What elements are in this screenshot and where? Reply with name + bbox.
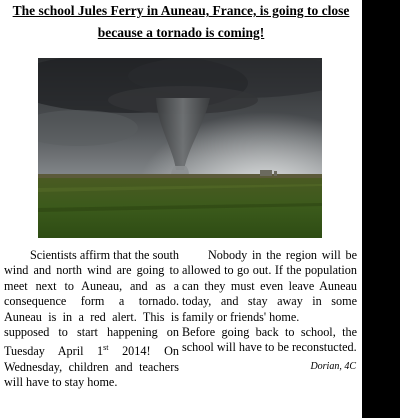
left-column-text: Scientists affirm that the south wind and north wind are going to meet next to Auneau, and as a consequence form a tornado. Auneau is in a red alert. This is supposed to start happening on Tuesday April 1 xyxy=(4,248,179,359)
left-column-text-end: 2014! On Wednesday, children and teachers will have to stay home. xyxy=(4,344,179,390)
tornado-photo xyxy=(38,58,322,238)
author-signature: Dorian, 4C xyxy=(310,361,356,372)
headline-line-1: The school Jules Ferry in Auneau, France, is going to close xyxy=(12,3,350,18)
headline-line-2: because a tornado is coming! xyxy=(97,25,265,40)
date-superscript: st xyxy=(103,343,109,353)
right-column-paragraph-1: Nobody in the region will be allowed to go out. If the population can they must even leave Auneau today, and stay away in some family or friends' home. xyxy=(182,248,357,324)
article-left-column xyxy=(4,248,179,391)
right-column-paragraph-2: Before going back to school, the school will have to be reconstucted. xyxy=(182,325,357,355)
article-right-column xyxy=(182,248,357,356)
